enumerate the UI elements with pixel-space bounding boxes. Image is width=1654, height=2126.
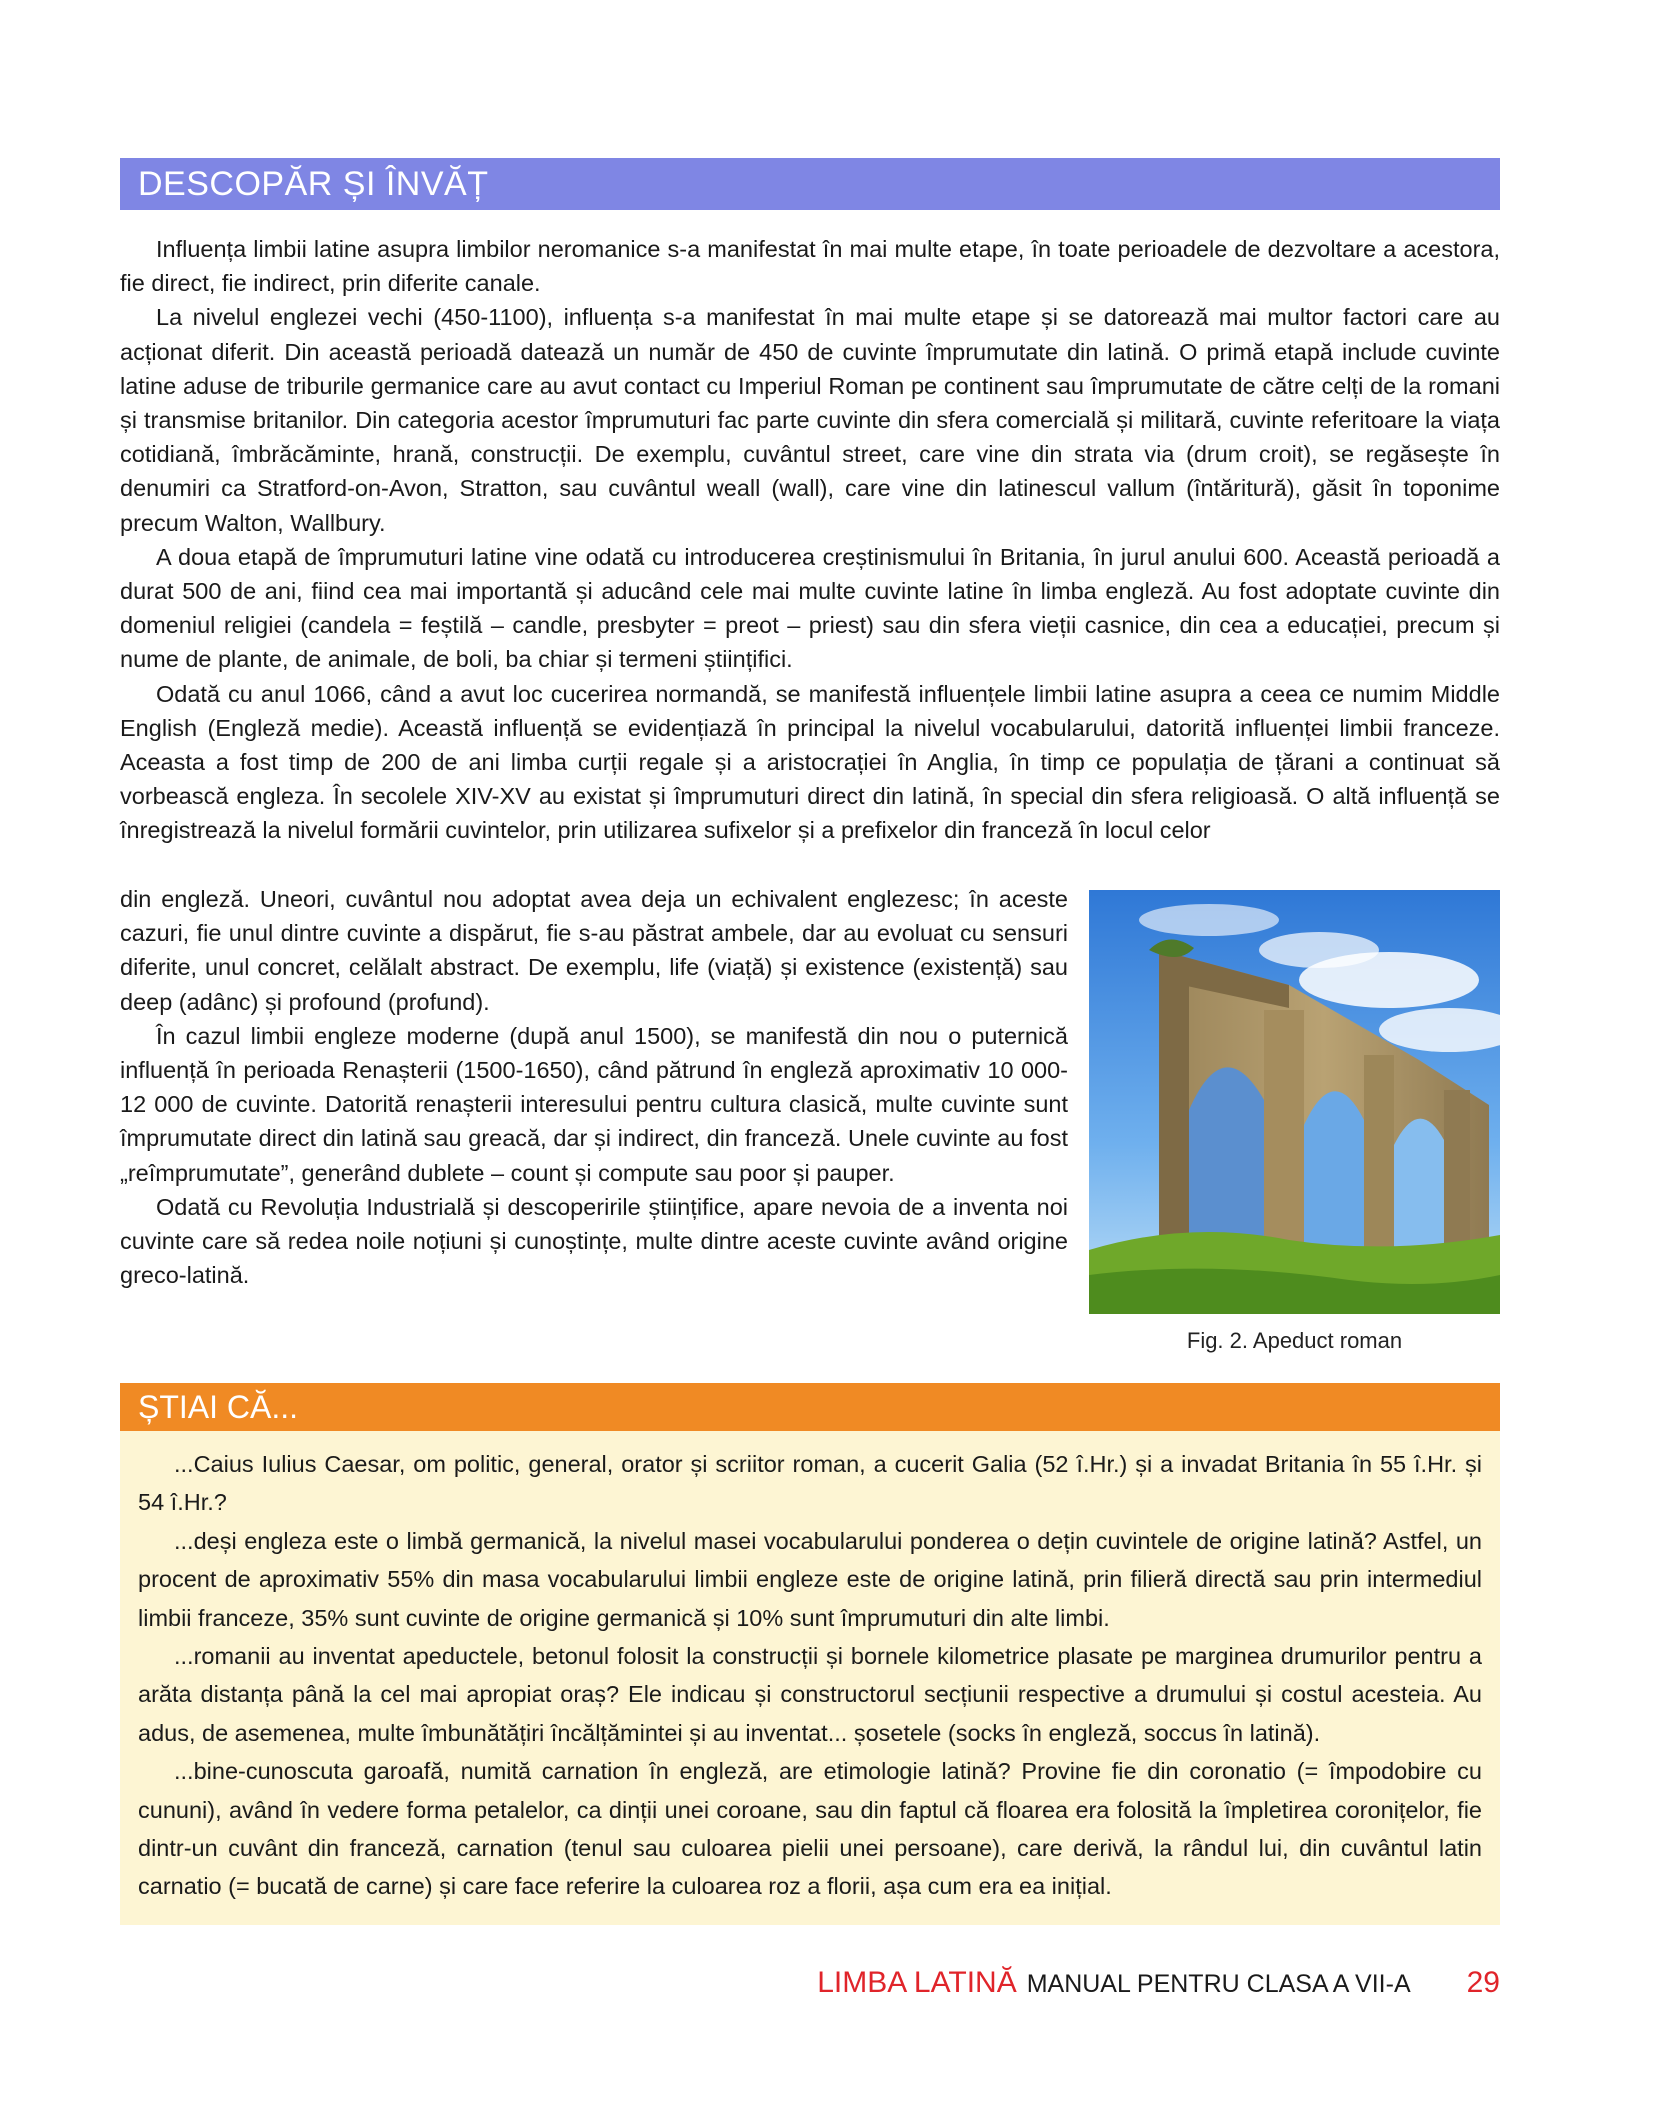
paragraph: Odată cu anul 1066, când a avut loc cucerirea normandă, se manifestă influențele limbii latine asupra a ceea ce numim Middle English (Engleză medie). Această influență se evidențiază în principal la nivelul vocabularului, datorită influenței limbii franceze. Aceasta a fost timp de 200 de ani limba curții regale și a aristocrației în Anglia, în timp ce populația de țărani a continuat să vorbească engleza. În secolele XIV-XV au existat și împrumuturi direct din latină, în special din sfera religioasă. O altă influență se înregistrează la nivelul formării cuvintelor, prin utilizarea sufixelor și a prefixelor din franceză în locul celor [120,680,1500,844]
paragraph: A doua etapă de împrumuturi latine vine odată cu introducerea creștinismului în Britania, în jurul anului 600. Această perioadă a durat 500 de ani, fiind cea mai importantă și aducând cele mai multe cuvinte latine în limba engleză. Au fost adoptate cuvinte din domeniul religiei (candela = feștilă – candle, presbyter = preot – priest) sau din sfera vieții casnice, din cea a educației, precum și nume de plante, de animale, de boli, ba chiar și termeni științifici. [120,543,1500,673]
fact-box [120,1431,1500,1925]
main-text-wrapped [120,882,1068,1292]
paragraph: din engleză. Uneori, cuvântul nou adoptat avea deja un echivalent englezesc; în aceste cazuri, fie unul dintre cuvinte a dispărut, fie s-au păstrat ambele, dar au evoluat cu sensuri diferite, unul concret, celălalt abstract. De exemplu, life (viață) și existence (existență) sau deep (adânc) și profound (profund). [120,886,1068,1015]
fact-item: ...romanii au inventat apeductele, betonul folosit la construcții și bornele kilometrice plasate pe marginea drumurilor pentru a arăta distanța până la cel mai apropiat oraș? Ele indicau și constructorul secțiunii respective a drumului și costul acesteia. Au adus, de asemenea, multe îmbunătățiri încălțămintei și au inventat... șosetele (socks în engleză, soccus în latină). [138,1643,1482,1746]
paragraph: Influența limbii latine asupra limbilor neromanice s-a manifestat în mai multe etape, în toate perioadele de dezvoltare a acestora, fie direct, fie indirect, prin diferite canale. [120,236,1500,297]
main-text-top [120,232,1500,848]
section-title: DESCOPĂR ȘI ÎNVĂȚ [120,158,1500,210]
book-subtitle: MANUAL PENTRU CLASA A VII-A [1026,1970,1411,1998]
page-footer [817,1966,1500,2000]
paragraph: În cazul limbii engleze moderne (după anul 1500), se manifestă din nou o puternică influență în perioada Renașterii (1500-1650), când pătrund în engleză aproximativ 10 000-12 000 de cuvinte. Datorită renașterii interesului pentru cultura clasică, multe cuvinte sunt împrumutate direct din latină sau greacă, dar și indirect, din franceză. Unele cuvinte au fost „reîmprumutate”, generând dublete – count și compute sau poor și pauper. [120,1022,1068,1186]
paragraph: Odată cu Revoluția Industrială și descoperirile științifice, apare nevoia de a inventa noi cuvinte care să redea noile noțiuni și cunoștințe, multe dintre aceste cuvinte având origine greco-latină. [120,1193,1068,1289]
fact-box-title: ȘTIAI CĂ... [120,1383,1500,1431]
fact-item: ...Caius Iulius Caesar, om politic, general, orator și scriitor roman, a cucerit Galia (52 î.Hr.) și a invadat Britania în 55 î.Hr. și 54 î.Hr.? [138,1451,1482,1516]
page-number: 29 [1466,1966,1500,1999]
fact-item: ...deși engleza este o limbă germanică, la nivelul masei vocabularului ponderea o dețin cuvintele de origine latină? Astfel, un procent de aproximativ 55% din masa vocabularului limbii engleze este de origine latină, prin filieră directă sau prin intermediul limbii franceze, 35% sunt cuvinte de origine germanică și 10% sunt împrumuturi din alte limbi. [138,1527,1482,1631]
book-title: LIMBA LATINĂ [817,1966,1017,1999]
figure-caption: Fig. 2. Apeduct roman [1186,1328,1403,1353]
fact-item: ...bine-cunoscuta garoafă, numită carnation în engleză, are etimologie latină? Provine fie din coronatio (= împodobire cu cununi), având în vedere forma petalelor, ca dinții unei coroane, sau din faptul că floarea era folosită la împletirea coronițelor, fie dintr-un cuvânt din franceză, carnation (tenul sau culoarea pielii unei persoane), care derivă, la rândul lui, din cuvântul latin carnatio (= bucată de carne) și care face referire la culoarea roz a florii, așa cum era ea inițial. [138,1758,1482,1900]
aqueduct-photo [1089,890,1500,1314]
paragraph: La nivelul englezei vechi (450-1100), influența s-a manifestat în mai multe etape și se datorează mai multor factori care au acționat diferit. Din această perioadă datează un număr de 450 de cuvinte împrumutate din latină. O primă etapă include cuvinte latine aduse de triburile germanice care au avut contact cu Imperiul Roman pe continent sau împrumutate de către celți de la romani și transmise britanilor. Din categoria acestor împrumuturi fac parte cuvinte din sfera comercială și militară, cuvinte referitoare la viața cotidiană, îmbrăcăminte, hrană, construcții. De exemplu, cuvântul street, care vine din strata via (drum croit), se regăsește în denumiri ca Stratford-on-Avon, Stratton, sau cuvântul weall (wall), care vine din latinescul vallum (întăritură), găsit în toponime precum Walton, Wallbury. [120,304,1500,536]
